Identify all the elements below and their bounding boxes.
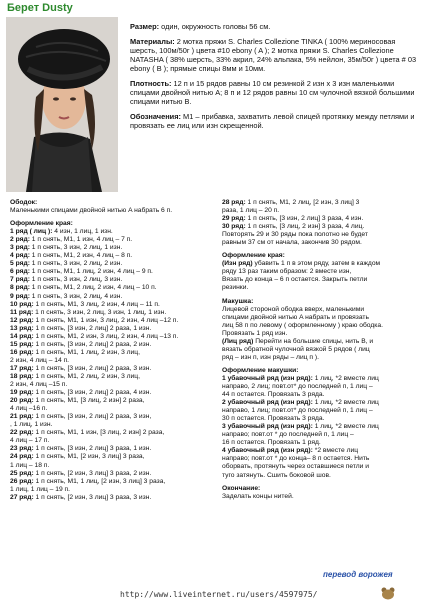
line-text: 7 ряд: — [10, 276, 30, 284]
line-text: 10 ряд: — [10, 300, 34, 308]
density-info: Плотность: 12 п и 15 рядов равны 10 см резинкой 2 изн х 3 изн маленькими спицами двойной нитью A; 8 п и 12 рядов равны 10 см чулочной вязкой большими спицами нитью B. — [130, 79, 415, 106]
line-text: 15 ряд: — [10, 340, 34, 348]
line-rest: 1 п снять, [3 лиц, 2 изн] 3 раза, 4 лиц. — [245, 223, 365, 231]
instruction-line — [10, 470, 220, 478]
line-rest: 1 п снять, [2 изн, 3 лиц] 3 раза, 2 изн. — [33, 469, 152, 477]
instruction-line — [222, 447, 422, 455]
line-text: , 1 лиц, 1 изн. — [10, 421, 53, 429]
line-text: Оформление края: — [10, 220, 73, 228]
line-text: 1 убавочный ряд (изн ряд): — [222, 374, 313, 382]
instruction-line — [222, 231, 422, 239]
line-text: 4 лиц –16 п. — [10, 405, 48, 413]
line-text: 2 убавочный ряд (изн ряд): — [222, 399, 313, 407]
line-rest: 1 п снять, M1, 1 лиц, 2 изн, 3 лиц, — [33, 348, 140, 356]
instruction-line — [222, 431, 422, 439]
line-rest: 1 п снять, M1, 2 лиц, 2 изн, 4 лиц – 10 п. — [29, 284, 157, 292]
instruction-line — [222, 493, 422, 501]
line-text: спицами двойной нитью A набрать и провязать — [222, 313, 369, 321]
line-text: 8 ряд: — [10, 284, 30, 292]
instruction-line — [10, 478, 220, 486]
instruction-line — [222, 463, 422, 471]
instruction-line — [222, 383, 422, 391]
abbreviations-info: Обозначения: M1 – прибавка, захватить левой спицей протяжку между петлями и провязать ее лиц или изн скрещенной. — [130, 112, 415, 130]
instruction-line — [10, 236, 220, 244]
instruction-line — [222, 346, 422, 354]
instruction-line — [10, 260, 220, 268]
line-rest: 1 п снять, [3 изн, 2 лиц] 3 раза, 4 изн. — [245, 215, 364, 223]
line-text: 27 ряд: — [10, 493, 34, 501]
line-text: Вязать до конца – 6 п остается. Закрыть петли — [222, 276, 368, 284]
section-heading — [222, 367, 422, 375]
line-rest: 1 п снять, M1, [2 изн, 3 лиц] 3 раза, — [33, 453, 145, 461]
line-text: 21 ряд: — [10, 413, 34, 421]
section-heading — [222, 298, 422, 306]
instruction-line — [222, 314, 422, 322]
instruction-line — [10, 325, 220, 333]
beret-photo — [6, 17, 118, 192]
line-text: 23 ряд: — [10, 445, 34, 453]
instruction-line — [10, 453, 220, 461]
instruction-line — [222, 391, 422, 399]
line-rest: 1 п снять, M1, 2 лиц, [2 изн, 3 лиц] 3 — [245, 199, 360, 206]
instruction-line — [10, 309, 220, 317]
instruction-line — [10, 365, 220, 373]
instruction-line — [10, 341, 220, 349]
line-rest: 1 п снять, 3 изн, 2 лиц, 4 изн. — [29, 292, 123, 300]
line-text: 12 ряд: — [10, 316, 34, 324]
instruction-line — [10, 494, 220, 502]
instruction-line — [10, 373, 220, 381]
line-rest: 1 п снять, M1, 1 изн, [3 лиц, 2 изн] 2 раза, — [33, 429, 165, 437]
line-text: 4 убавочный ряд (изн ряд): — [222, 447, 313, 455]
line-rest: 1 п снять, [3 изн, 2 лиц] 2 раза, 1 изн. — [33, 324, 152, 332]
line-text: 17 ряд: — [10, 364, 34, 372]
line-text: раза, 1 лиц – 20 п. — [222, 207, 280, 215]
instruction-line — [222, 354, 422, 362]
section-heading — [222, 485, 422, 493]
line-rest: 1 п снять, [3 изн, 2 лиц] 2 раза, 2 изн. — [33, 340, 152, 348]
line-text: 22 ряд: — [10, 429, 34, 437]
line-rest: 1 п снять, [3 изн, 2 лиц] 2 раза, 3 изн. — [33, 364, 152, 372]
line-text: Ободок: — [10, 199, 38, 206]
line-text: 2 ряд: — [10, 236, 30, 244]
line-text: оборвать, протянуть через оставшиеся петли и — [222, 463, 369, 471]
instruction-line — [10, 207, 220, 215]
line-text: (Лиц ряд) — [222, 337, 254, 345]
translator-stamp: перевод ворожея — [323, 570, 393, 579]
source-url: http://www.liveinternet.ru/users/4597975/ — [120, 590, 318, 599]
bear-icon — [380, 586, 396, 600]
line-text: 14 ряд: — [10, 332, 34, 340]
size-info: Размер: один, окружность головы 56 см. — [130, 22, 271, 31]
instruction-line — [222, 199, 422, 207]
line-text: 3 ряд: — [10, 244, 30, 252]
line-rest: *2 вместе лиц — [312, 447, 359, 455]
line-text: Провязать 1 ряд изн. — [222, 329, 288, 337]
line-text: 13 ряд: — [10, 324, 34, 332]
instruction-line — [10, 333, 220, 341]
line-text: 25 ряд: — [10, 469, 34, 477]
line-text: направо; повт.от * до последней п, 1 лиц – — [222, 431, 354, 439]
instruction-line — [222, 407, 422, 415]
line-text: 6 ряд: — [10, 268, 30, 276]
instructions-column-right — [222, 199, 422, 501]
line-text: лиц 58 п по левому ( оформленному ) краю ободка. — [222, 321, 383, 329]
line-text: 5 ряд: — [10, 260, 30, 268]
line-rest: 1 п снять, 3 изн, 2 лиц, 3 изн, 1 лиц, 1 изн. — [33, 308, 167, 316]
line-rest: 1 п снять, M1, 1 изн, 3 лиц, 2 изн, 4 лиц –12 п. — [33, 316, 179, 324]
instruction-line — [222, 239, 422, 247]
line-text: Оформление макушки: — [222, 366, 299, 374]
instruction-line — [10, 486, 220, 494]
line-rest: 1 п снять, M1, 2 изн, 4 лиц – 8 п. — [29, 252, 133, 260]
instruction-line — [10, 317, 220, 325]
line-rest: 1 п снять, M1, [3 лиц, 2 изн] 2 раза, — [33, 397, 145, 405]
line-text: Лицевой стороной ободка вверх, маленькими — [222, 305, 365, 313]
instruction-line — [10, 301, 220, 309]
instruction-line — [10, 268, 220, 276]
instruction-line — [10, 389, 220, 397]
section-heading — [10, 199, 220, 207]
instruction-line — [222, 322, 422, 330]
line-text: (Изн ряд) — [222, 260, 253, 268]
line-text: Оформление края: — [222, 252, 285, 260]
line-text: Макушка: — [222, 297, 254, 305]
line-text: 11 ряд: — [10, 308, 34, 316]
line-rest: 1 п снять, M1, 2 лиц, 2 изн, 3 лиц, — [33, 372, 140, 380]
line-rest: 1 п снять, M1, 3 лиц, 2 изн, 4 лиц – 11 п. — [33, 300, 160, 308]
instruction-line — [10, 349, 220, 357]
instruction-line — [10, 429, 220, 437]
instruction-line — [10, 397, 220, 405]
instruction-line — [222, 415, 422, 423]
instruction-line — [10, 293, 220, 301]
instruction-line — [10, 405, 220, 413]
line-text: 3 убавочный ряд (изн ряд): — [222, 423, 313, 431]
line-text: резинки. — [222, 284, 249, 292]
line-rest: 1 п снять, M1, 1 изн, 4 лиц – 7 п. — [29, 236, 133, 244]
instruction-line — [10, 421, 220, 429]
line-text: Маленькими спицами двойной нитью A набрать 6 п. — [10, 207, 173, 215]
line-text: равным 37 см от начала, закончив 30 рядом. — [222, 239, 362, 247]
line-text: 19 ряд: — [10, 389, 34, 397]
line-rest: 1 п снять, 3 изн, 2 лиц, 2 изн. — [29, 260, 123, 268]
line-text: Повторять 29 и 30 ряды пока полотно не будет — [222, 231, 368, 239]
line-text: вязать обратной чулочной вязкой 5 рядов ( лиц — [222, 345, 370, 353]
instruction-line — [222, 338, 422, 346]
line-rest: 1 п снять, 3 изн, 2 лиц, 1 изн. — [29, 244, 123, 252]
instruction-line — [222, 223, 422, 231]
instruction-line — [10, 252, 220, 260]
instruction-line — [10, 437, 220, 445]
instruction-line — [10, 228, 220, 236]
instruction-line — [222, 215, 422, 223]
line-text: направо, 1 лиц; повт.от* до последней п, 1 лиц – — [222, 407, 373, 415]
line-text: 4 ряд: — [10, 252, 30, 260]
line-rest: 1 лиц, *2 вместе лиц — [312, 423, 379, 431]
line-rest: 1 п снять, [3 изн, 2 лиц] 3 раза, 1 изн. — [33, 445, 152, 453]
instruction-line — [10, 244, 220, 252]
line-rest: 1 п снять, [3 изн, 2 лиц] 2 раза, 3 изн, — [33, 413, 152, 421]
instruction-line — [10, 357, 220, 365]
pattern-info — [130, 22, 422, 136]
line-text: направо; повт.от * до конца– 8 п остается. Нить — [222, 455, 370, 463]
instruction-line — [222, 207, 422, 215]
line-text: 29 ряд: — [222, 215, 246, 223]
line-rest: 1 лиц, *2 вместе лиц — [312, 399, 379, 407]
line-text: ряд – изн п, изн ряды – лиц п ). — [222, 353, 319, 361]
line-text: 2 изн, 4 лиц – 14 п. — [10, 356, 70, 364]
line-text: ряду 13 раз таким образом: 2 вместе изн, — [222, 268, 352, 276]
instructions-column-left — [10, 199, 220, 502]
line-rest: 1 п снять, M1, 2 изн, 3 лиц, 2 изн, 4 лиц –13 п. — [33, 332, 179, 340]
instruction-line — [10, 445, 220, 453]
line-text: 18 ряд: — [10, 372, 34, 380]
instruction-line — [10, 413, 220, 421]
instruction-line — [222, 306, 422, 314]
line-text: 4 лиц – 17 п. — [10, 437, 50, 445]
instruction-line — [222, 276, 422, 284]
line-text: 1 ряд ( лиц ): — [10, 228, 53, 236]
materials-info: Материалы: 2 мотка пряжи S. Charles Collezione TINKA ( 100% мериносовая шерсть, 100м/50г ) цвета #10 ebony ( A ); 2 мотка пряжи S. Charles Collezione NATASHA ( 38% шерсть, 33% акрил, 24% альпака, 5% нейлон, 35м/50г ) цвета # 03 ebony ( B ); прямые спицы 8мм и 10мм. — [130, 37, 417, 73]
line-rest: 1 п снять, 3 изн, 2 лиц, 3 изн. — [29, 276, 123, 284]
line-text: туго затянуть. Сшить боковой шов. — [222, 471, 331, 479]
line-text: Окончание: — [222, 484, 261, 492]
line-rest: 1 п снять, [3 изн, 2 лиц] 2 раза, 4 изн. — [33, 389, 152, 397]
line-text: 20 ряд: — [10, 397, 34, 405]
line-text: 16 ряд: — [10, 348, 34, 356]
instruction-line — [222, 330, 422, 338]
line-rest: Перейти на большие спицы, нить B, и — [253, 337, 374, 345]
instruction-line — [222, 472, 422, 480]
instruction-line — [222, 268, 422, 276]
line-rest: 1 п снять, M1, 1 лиц, [2 изн, 3 лиц] 3 раза, — [33, 477, 166, 485]
instruction-line — [10, 381, 220, 389]
line-rest: 1 п снять, [2 изн, 3 лиц] 3 раза, 3 изн. — [33, 493, 152, 501]
line-text: 24 ряд: — [10, 453, 34, 461]
line-text: 30 п остается. Провязать 3 ряда. — [222, 415, 325, 423]
line-text: 1 лиц, 1 лиц – 19 п. — [10, 485, 71, 493]
instruction-line — [10, 276, 220, 284]
line-text: 1 лиц – 18 п. — [10, 461, 50, 469]
line-rest: 1 лиц, *2 вместе лиц — [312, 374, 379, 382]
line-text: Заделать концы нитей. — [222, 492, 294, 500]
line-text: 16 п остается. Провязать 1 ряд. — [222, 439, 321, 447]
instruction-line — [10, 462, 220, 470]
instruction-line — [222, 399, 422, 407]
line-text: направо, 2 лиц; повт.от* до последней п, 1 лиц – — [222, 382, 373, 390]
instruction-line — [10, 284, 220, 292]
line-text: 2 изн, 4 лиц –15 п. — [10, 381, 68, 389]
line-text: 26 ряд: — [10, 477, 34, 485]
line-rest: 4 изн, 1 лиц, 1 изн. — [52, 228, 113, 236]
instruction-line — [222, 375, 422, 383]
line-rest: 1 п снять, M1, 1 лиц, 2 изн, 4 лиц – 9 п. — [29, 268, 153, 276]
line-text: 30 ряд: — [222, 223, 246, 231]
page-title: Берет Dusty — [7, 2, 73, 14]
line-text: 44 п остается. Провязать 3 ряда. — [222, 391, 325, 399]
instruction-line — [222, 284, 422, 292]
section-heading — [10, 220, 220, 228]
line-text: 28 ряд: — [222, 199, 246, 206]
line-text: 9 ряд: — [10, 292, 30, 300]
line-rest: убавить 1 п в этом ряду, затем в каждом — [252, 260, 381, 268]
